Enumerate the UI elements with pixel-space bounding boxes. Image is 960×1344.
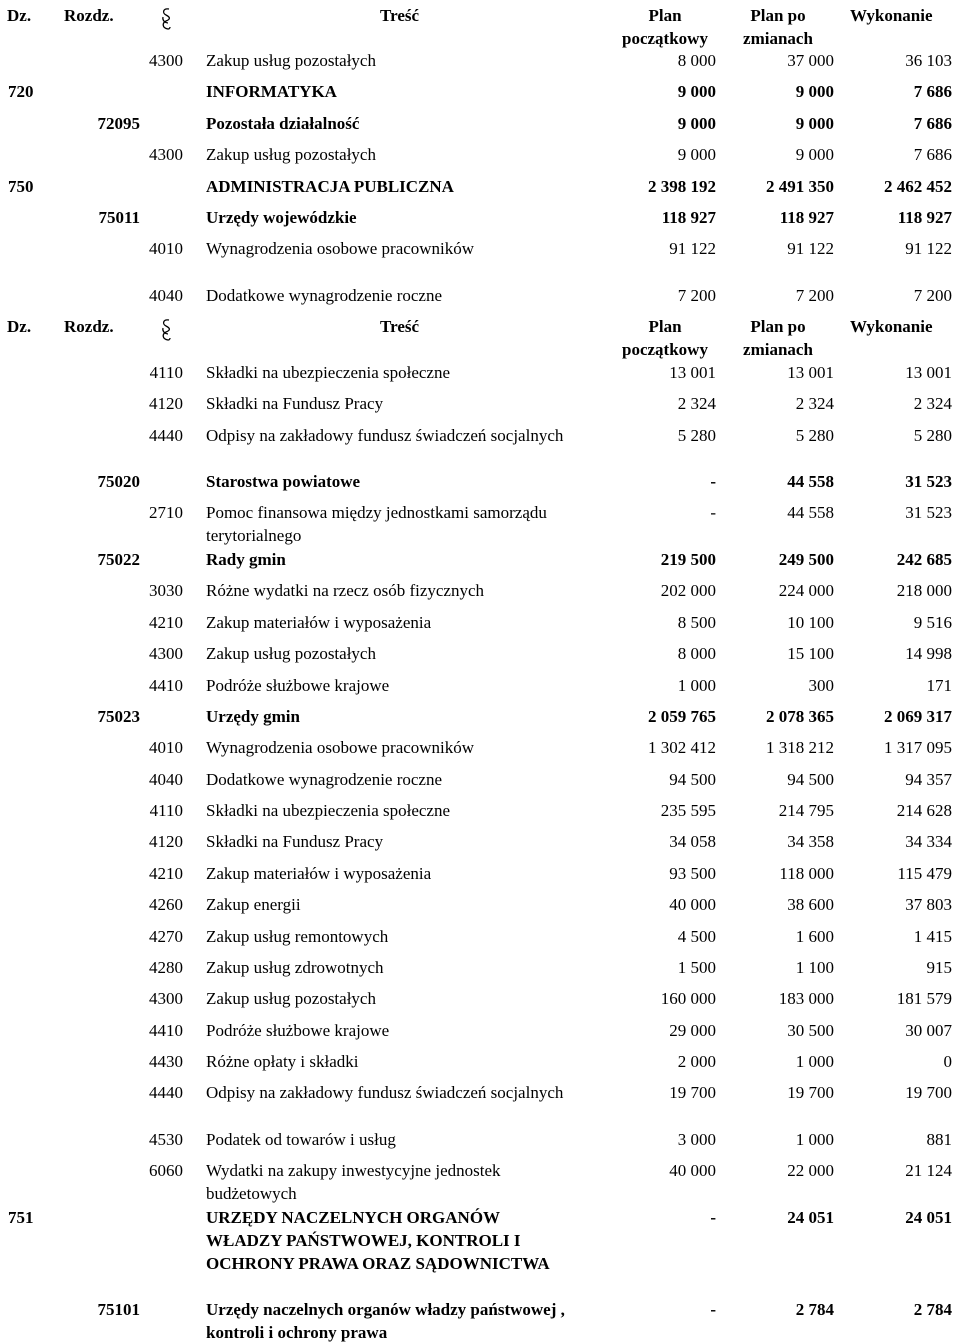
plan-po-zmianach-value: 118 000 [779, 864, 834, 883]
paragraph-code: 4410 [149, 1021, 183, 1040]
rozdzial-code: 75022 [97, 550, 140, 569]
item-name: Wynagrodzenia osobowe pracowników [206, 239, 475, 258]
paragraph-code: 2710 [149, 503, 183, 522]
plan-po-zmianach-value: 34 358 [787, 832, 834, 851]
plan-poczatkowy-value: 9 000 [677, 114, 716, 133]
item-name: Składki na ubezpieczenia społeczne [206, 363, 451, 382]
header-dz: Dz. [7, 6, 32, 25]
paragraph-code: 4440 [149, 426, 183, 445]
item-name: Składki na Fundusz Pracy [206, 394, 384, 413]
header-wykonanie: Wykonanie [850, 317, 933, 336]
item-name: Zakup usług pozostałych [206, 145, 376, 164]
plan-poczatkowy-value: 9 000 [677, 82, 716, 101]
header-dz: Dz. [7, 317, 32, 336]
plan-poczatkowy-value: 19 700 [669, 1083, 716, 1102]
item-name: Dodatkowe wynagrodzenie roczne [206, 770, 443, 789]
plan-po-zmianach-value: 91 122 [787, 239, 834, 258]
wykonanie-value: 19 700 [905, 1083, 952, 1102]
item-name: Odpisy na zakładowy fundusz świadczeń socjalnych [206, 1083, 564, 1102]
item-name: Pomoc finansowa między jednostkami samorządu terytorialnego [206, 503, 547, 545]
wykonanie-value: 94 357 [905, 770, 952, 789]
wykonanie-value: 34 334 [905, 832, 952, 851]
paragraph-code: 4300 [149, 644, 183, 663]
paragraph-code: 4040 [149, 770, 183, 789]
plan-poczatkowy-value: 34 058 [669, 832, 716, 851]
wykonanie-value: 0 [943, 1052, 952, 1071]
plan-po-zmianach-value: 44 558 [787, 503, 834, 522]
wykonanie-value: 7 200 [913, 286, 952, 305]
item-name: Zakup materiałów i wyposażenia [206, 864, 432, 883]
wykonanie-value: 36 103 [905, 51, 952, 70]
plan-po-zmianach-value: 9 000 [795, 82, 834, 101]
wykonanie-value: 915 [926, 958, 952, 977]
plan-poczatkowy-value: 93 500 [669, 864, 716, 883]
item-name: Zakup usług remontowych [206, 927, 389, 946]
plan-poczatkowy-value: 4 500 [677, 927, 716, 946]
item-name: Urzędy gmin [206, 707, 300, 726]
plan-po-zmianach-value: 94 500 [787, 770, 834, 789]
paragraph-code: 4110 [149, 801, 183, 820]
wykonanie-value: 242 685 [896, 550, 952, 569]
wykonanie-value: 31 523 [905, 472, 952, 491]
paragraph-code: 4430 [149, 1052, 183, 1071]
item-name: Dodatkowe wynagrodzenie roczne [206, 286, 443, 305]
plan-poczatkowy-value: 2 000 [677, 1052, 716, 1071]
dzial-code: 751 [8, 1208, 34, 1227]
paragraph-code: 4300 [149, 145, 183, 164]
paragraph-code: 4410 [149, 676, 183, 695]
item-name: Składki na ubezpieczenia społeczne [206, 801, 451, 820]
plan-po-zmianach-value: 22 000 [787, 1161, 834, 1180]
item-name: Urzędy wojewódzkie [206, 208, 357, 227]
plan-poczatkowy-value: 8 000 [677, 644, 716, 663]
plan-po-zmianach-value: 1 100 [795, 958, 834, 977]
header-rozdz: Rozdz. [64, 6, 114, 25]
header-tresc: Treść [380, 6, 420, 25]
wykonanie-value: 115 479 [897, 864, 952, 883]
plan-po-zmianach-value: 249 500 [778, 550, 834, 569]
wykonanie-value: 2 324 [913, 394, 952, 413]
plan-poczatkowy-value: 2 398 192 [648, 177, 716, 196]
item-name: Składki na Fundusz Pracy [206, 832, 384, 851]
item-name: Rady gmin [206, 550, 286, 569]
paragraph-code: 4010 [149, 239, 183, 258]
wykonanie-value: 171 [926, 676, 952, 695]
plan-po-zmianach-value: 214 795 [778, 801, 834, 820]
wykonanie-value: 24 051 [905, 1208, 952, 1227]
plan-poczatkowy-value: 235 595 [660, 801, 716, 820]
header-plan-poczatkowy: Plan początkowy [622, 6, 708, 48]
paragraph-code: 6060 [149, 1161, 183, 1180]
header-plan-po-zmianach: Plan po zmianach [743, 317, 813, 359]
plan-poczatkowy-value: 91 122 [669, 239, 716, 258]
plan-poczatkowy-value: 94 500 [669, 770, 716, 789]
plan-poczatkowy-value: 13 001 [669, 363, 716, 382]
plan-poczatkowy-value: 9 000 [677, 145, 716, 164]
plan-po-zmianach-value: 37 000 [787, 51, 834, 70]
plan-po-zmianach-value: 2 784 [795, 1300, 834, 1319]
wykonanie-value: 30 007 [905, 1021, 952, 1040]
plan-poczatkowy-value: 1 302 412 [648, 738, 716, 757]
paragraph-code: 4120 [149, 394, 183, 413]
plan-po-zmianach-value: 183 000 [778, 989, 834, 1008]
rozdzial-code: 75101 [97, 1300, 140, 1319]
plan-po-zmianach-value: 13 001 [787, 363, 834, 382]
item-name: Wynagrodzenia osobowe pracowników [206, 738, 475, 757]
item-name: Różne wydatki na rzecz osób fizycznych [206, 581, 485, 600]
paragraph-code: 4300 [149, 51, 183, 70]
paragraph-code: 4530 [149, 1130, 183, 1149]
plan-po-zmianach-value: 1 000 [795, 1052, 834, 1071]
wykonanie-value: 14 998 [905, 644, 952, 663]
wykonanie-value: 881 [926, 1130, 952, 1149]
wykonanie-value: 13 001 [905, 363, 952, 382]
wykonanie-value: 2 462 452 [884, 177, 952, 196]
plan-po-zmianach-value: 1 600 [795, 927, 834, 946]
rozdzial-code: 75023 [97, 707, 140, 726]
wykonanie-value: 2 069 317 [884, 707, 952, 726]
plan-poczatkowy-value: 5 280 [677, 426, 716, 445]
paragraph-code: 4110 [149, 363, 183, 382]
plan-poczatkowy-value: 8 500 [677, 613, 716, 632]
plan-po-zmianach-value: 300 [808, 676, 834, 695]
plan-poczatkowy-value: - [710, 503, 716, 522]
paragraph-code: 4210 [149, 864, 183, 883]
wykonanie-value: 9 516 [913, 613, 952, 632]
plan-po-zmianach-value: 10 100 [787, 613, 834, 632]
item-name: ADMINISTRACJA PUBLICZNA [206, 177, 454, 196]
paragraph-code: 3030 [149, 581, 183, 600]
plan-poczatkowy-value: 7 200 [677, 286, 716, 305]
wykonanie-value: 7 686 [913, 114, 952, 133]
header-plan-poczatkowy: Plan początkowy [622, 317, 708, 359]
paragraph-code: 4270 [149, 927, 183, 946]
plan-poczatkowy-value: 1 500 [677, 958, 716, 977]
wykonanie-value: 5 280 [913, 426, 952, 445]
wykonanie-value: 1 317 095 [884, 738, 952, 757]
plan-po-zmianach-value: 118 927 [779, 208, 834, 227]
plan-poczatkowy-value: 118 927 [661, 208, 716, 227]
plan-po-zmianach-value: 2 078 365 [766, 707, 834, 726]
item-name: Starostwa powiatowe [206, 472, 361, 491]
paragraph-symbol-icon [160, 315, 176, 342]
paragraph-code: 4120 [149, 832, 183, 851]
item-name: Różne opłaty i składki [206, 1052, 359, 1071]
plan-poczatkowy-value: 2 059 765 [648, 707, 716, 726]
item-name: Podróże służbowe krajowe [206, 1021, 390, 1040]
item-name: Zakup energii [206, 895, 301, 914]
plan-poczatkowy-value: 8 000 [677, 51, 716, 70]
paragraph-code: 4010 [149, 738, 183, 757]
plan-poczatkowy-value: - [710, 472, 716, 491]
paragraph-symbol-icon [160, 4, 176, 31]
plan-poczatkowy-value: 3 000 [677, 1130, 716, 1149]
header-wykonanie: Wykonanie [850, 6, 933, 25]
paragraph-code: 4280 [149, 958, 183, 977]
item-name: Odpisy na zakładowy fundusz świadczeń socjalnych [206, 426, 564, 445]
wykonanie-value: 91 122 [905, 239, 952, 258]
wykonanie-value: 31 523 [905, 503, 952, 522]
wykonanie-value: 214 628 [896, 801, 952, 820]
item-name: Podróże służbowe krajowe [206, 676, 390, 695]
rozdzial-code: 72095 [97, 114, 140, 133]
wykonanie-value: 7 686 [913, 145, 952, 164]
plan-poczatkowy-value: 29 000 [669, 1021, 716, 1040]
plan-poczatkowy-value: 219 500 [660, 550, 716, 569]
item-name: Urzędy naczelnych organów władzy państwowej , kontroli i ochrony prawa [206, 1300, 565, 1342]
item-name: Zakup usług pozostałych [206, 989, 376, 1008]
plan-po-zmianach-value: 38 600 [787, 895, 834, 914]
plan-po-zmianach-value: 9 000 [795, 145, 834, 164]
plan-poczatkowy-value: 40 000 [669, 1161, 716, 1180]
dzial-code: 720 [8, 82, 34, 101]
dzial-code: 750 [8, 177, 34, 196]
wykonanie-value: 118 927 [897, 208, 952, 227]
plan-poczatkowy-value: 202 000 [660, 581, 716, 600]
item-name: Zakup usług zdrowotnych [206, 958, 384, 977]
item-name: Podatek od towarów i usług [206, 1130, 396, 1149]
paragraph-code: 4210 [149, 613, 183, 632]
plan-po-zmianach-value: 30 500 [787, 1021, 834, 1040]
plan-po-zmianach-value: 15 100 [787, 644, 834, 663]
plan-po-zmianach-value: 5 280 [795, 426, 834, 445]
rozdzial-code: 75011 [98, 208, 140, 227]
plan-po-zmianach-value: 9 000 [795, 114, 834, 133]
item-name: Zakup materiałów i wyposażenia [206, 613, 432, 632]
plan-poczatkowy-value: - [710, 1208, 716, 1227]
plan-poczatkowy-value: 2 324 [677, 394, 716, 413]
wykonanie-value: 7 686 [913, 82, 952, 101]
paragraph-code: 4040 [149, 286, 183, 305]
plan-po-zmianach-value: 2 324 [795, 394, 834, 413]
plan-po-zmianach-value: 24 051 [787, 1208, 834, 1227]
wykonanie-value: 181 579 [896, 989, 952, 1008]
plan-po-zmianach-value: 19 700 [787, 1083, 834, 1102]
plan-poczatkowy-value: - [710, 1300, 716, 1319]
item-name: Zakup usług pozostałych [206, 644, 376, 663]
item-name: URZĘDY NACZELNYCH ORGANÓW WŁADZY PAŃSTWOWEJ, KONTROLI I OCHRONY PRAWA ORAZ SĄDOWNICTWA [206, 1208, 550, 1273]
paragraph-code: 4300 [149, 989, 183, 1008]
header-tresc: Treść [380, 317, 420, 336]
plan-poczatkowy-value: 40 000 [669, 895, 716, 914]
plan-po-zmianach-value: 1 318 212 [766, 738, 834, 757]
plan-po-zmianach-value: 7 200 [795, 286, 834, 305]
item-name: INFORMATYKA [206, 82, 337, 101]
plan-po-zmianach-value: 224 000 [778, 581, 834, 600]
wykonanie-value: 37 803 [905, 895, 952, 914]
plan-poczatkowy-value: 160 000 [660, 989, 716, 1008]
plan-po-zmianach-value: 1 000 [795, 1130, 834, 1149]
wykonanie-value: 21 124 [905, 1161, 952, 1180]
item-name: Wydatki na zakupy inwestycyjne jednostek budżetowych [206, 1161, 501, 1203]
paragraph-code: 4440 [149, 1083, 183, 1102]
plan-po-zmianach-value: 44 558 [787, 472, 834, 491]
paragraph-code: 4260 [149, 895, 183, 914]
item-name: Pozostała działalność [206, 114, 360, 133]
plan-po-zmianach-value: 2 491 350 [766, 177, 834, 196]
header-plan-po-zmianach: Plan po zmianach [743, 6, 813, 48]
plan-poczatkowy-value: 1 000 [677, 676, 716, 695]
wykonanie-value: 218 000 [896, 581, 952, 600]
wykonanie-value: 1 415 [913, 927, 952, 946]
header-rozdz: Rozdz. [64, 317, 114, 336]
item-name: Zakup usług pozostałych [206, 51, 376, 70]
wykonanie-value: 2 784 [913, 1300, 952, 1319]
rozdzial-code: 75020 [97, 472, 140, 491]
